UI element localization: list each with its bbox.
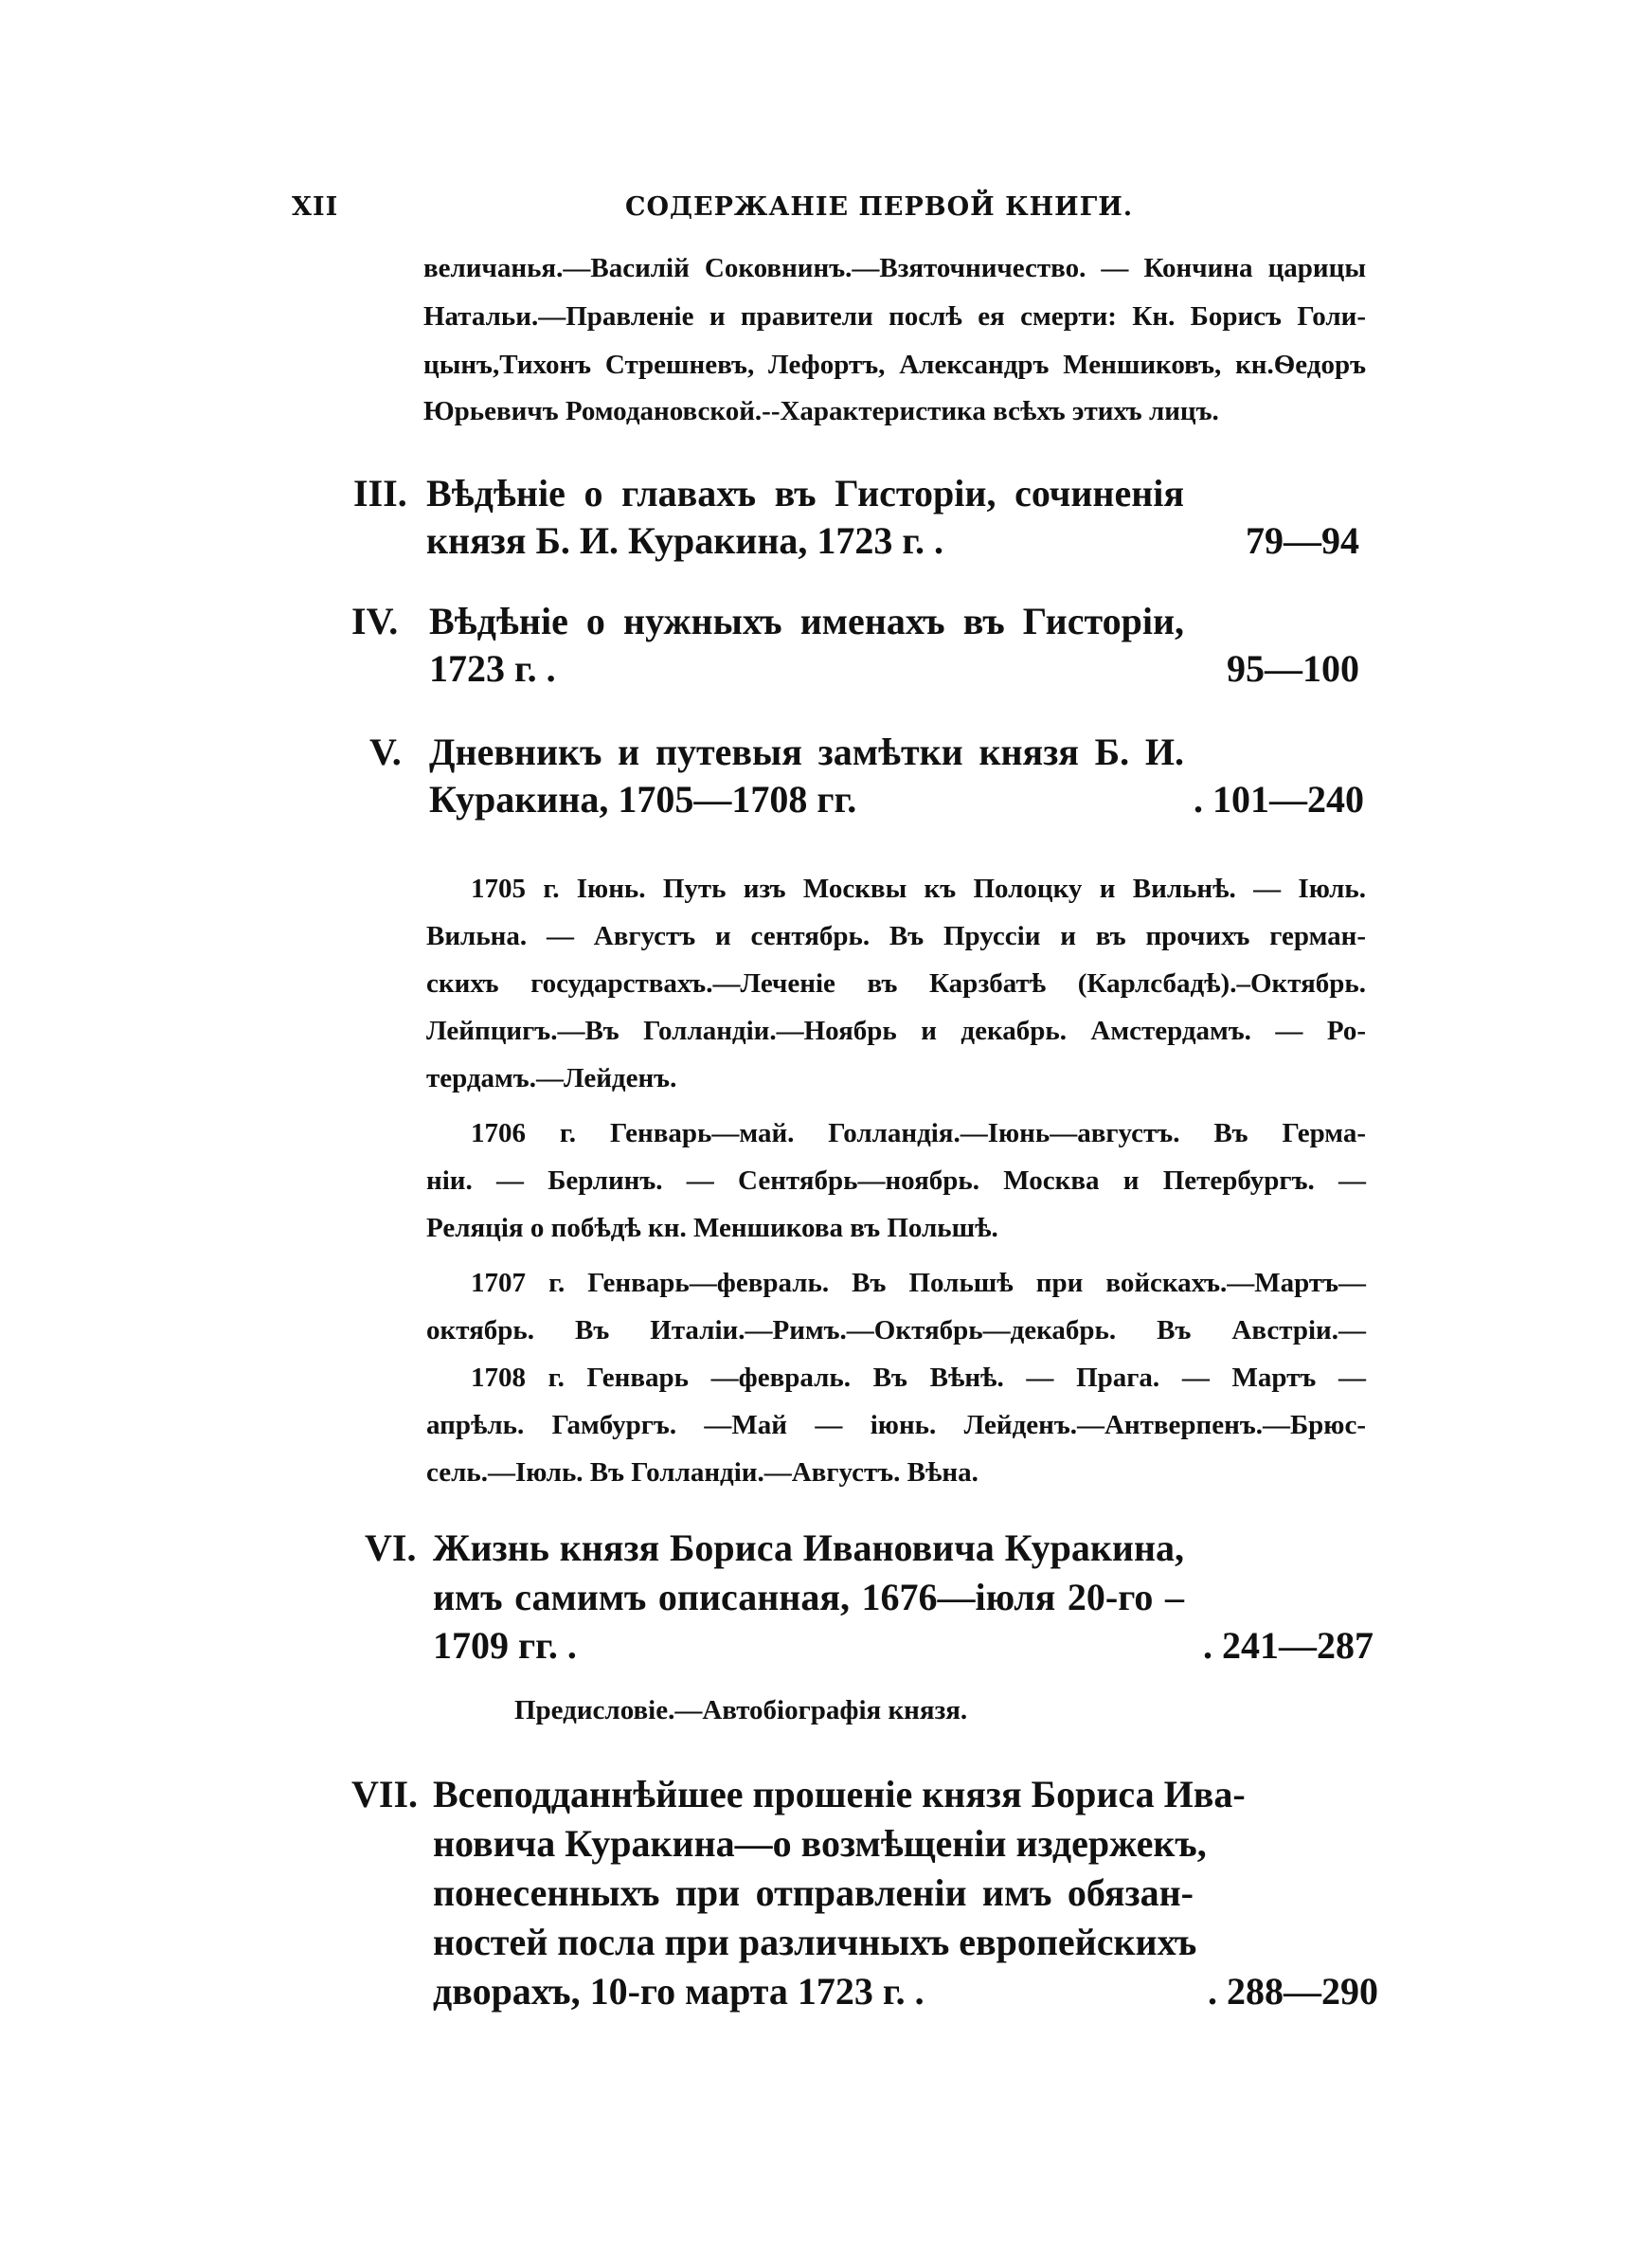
text-line: Лейпцигъ.—Въ Голландіи.—Ноябрь и декабрь. Амстердамъ. — Ро- — [426, 1016, 1366, 1046]
entry-title-line: Вѣдѣніе о нужныхъ именахъ въ Гисторіи, — [429, 600, 1184, 642]
entry-pages: 79—94 — [1246, 519, 1359, 562]
running-title: СОДЕРЖАНІЕ ПЕРВОЙ КНИГИ. — [625, 192, 1134, 222]
entry-title-line: Куракина, 1705—1708 гг. — [429, 778, 857, 821]
text-line: Вильна. — Августъ и сентябрь. Въ Пруссіи и въ прочихъ герман- — [426, 921, 1366, 951]
text-line: Юрьевичъ Ромодановской.--Характеристика всѣхъ этихъ лицъ. — [423, 396, 1219, 426]
text-line: сель.—Іюль. Въ Голландіи.—Августъ. Вѣна. — [426, 1457, 979, 1488]
entry-title-line: Жизнь князя Бориса Ивановича Куракина, — [433, 1526, 1184, 1569]
text-line: цынъ,Тихонъ Стрешневъ, Лефортъ, Александръ Меншиковъ, кн.Ѳедоръ — [423, 350, 1366, 380]
entry-numeral: IV. — [351, 600, 399, 642]
entry-pages: . 288—290 — [1208, 1970, 1378, 2013]
entry-title-line: дворахъ, 10-го марта 1723 г. . — [433, 1970, 925, 2013]
entry-pages: 95—100 — [1227, 647, 1359, 690]
entry-pages: . 241—287 — [1203, 1624, 1374, 1667]
text-line: ніи. — Берлинъ. — Сентябрь—ноябрь. Москва и Петербургъ. — — [426, 1165, 1366, 1196]
text-line: 1707 г. Генварь—февраль. Въ Польшѣ при войскахъ.—Мартъ— — [471, 1268, 1366, 1298]
entry-title-line: 1723 г. . — [429, 647, 556, 690]
entry-title-line: ностей посла при различныхъ европейскихъ — [433, 1921, 1197, 1963]
entry-title-line: Всеподданнѣйшее прошеніе князя Бориса Ива- — [433, 1773, 1246, 1815]
text-line: Натальи.—Правленіе и правители послѣ ея смерти: Кн. Борисъ Голи- — [423, 301, 1366, 332]
text-line: апрѣль. Гамбургъ. —Май — іюнь. Лейденъ.—Антверпенъ.—Брюс- — [426, 1410, 1366, 1440]
entry-numeral: VII. — [351, 1773, 419, 1815]
text-line: тердамъ.—Лейденъ. — [426, 1063, 677, 1093]
text-line: скихъ государствахъ.—Леченіе въ Карзбатѣ (Карлсбадѣ).–Октябрь. — [426, 968, 1366, 999]
text-line: Реляція о побѣдѣ кн. Меншикова въ Польшѣ. — [426, 1213, 998, 1243]
entry-title-line: Дневникъ и путевыя замѣтки князя Б. И. — [429, 731, 1184, 773]
entry-title-line: понесенныхъ при отправленіи имъ обязан- — [433, 1871, 1194, 1914]
entry-pages: . 101—240 — [1194, 778, 1364, 821]
entry-vi-subtitle: Предисловіе.—Автобіографія князя. — [514, 1695, 968, 1725]
entry-title-line: Вѣдѣніе о главахъ въ Гисторіи, сочиненія — [426, 472, 1184, 515]
text-line: октябрь. Въ Италіи.—Римъ.—Октябрь—декабрь. Въ Австріи.— — [426, 1315, 1366, 1345]
text-line: 1706 г. Генварь—май. Голландія.—Іюнь—августъ. Въ Герма- — [471, 1118, 1366, 1148]
entry-title-line: князя Б. И. Куракина, 1723 г. . — [426, 519, 944, 562]
entry-numeral: V. — [369, 731, 402, 773]
entry-numeral: VI. — [365, 1526, 417, 1569]
entry-title-line: 1709 гг. . — [433, 1624, 577, 1667]
entry-title-line: имъ самимъ описанная, 1676—іюля 20-го – — [433, 1576, 1184, 1618]
entry-title-line: новича Куракина—о возмѣщеніи издержекъ, — [433, 1822, 1207, 1865]
page-number: XII — [292, 192, 339, 222]
text-line: 1708 г. Генварь —февраль. Въ Вѣнѣ. — Прага. — Мартъ — — [471, 1363, 1366, 1393]
text-line: величанья.—Василій Соковнинъ.—Взяточничество. — Кончина царицы — [423, 253, 1366, 283]
text-line: 1705 г. Іюнь. Путь изъ Москвы къ Полоцку и Вильнѣ. — Іюль. — [471, 874, 1366, 904]
entry-numeral: III. — [353, 472, 407, 515]
